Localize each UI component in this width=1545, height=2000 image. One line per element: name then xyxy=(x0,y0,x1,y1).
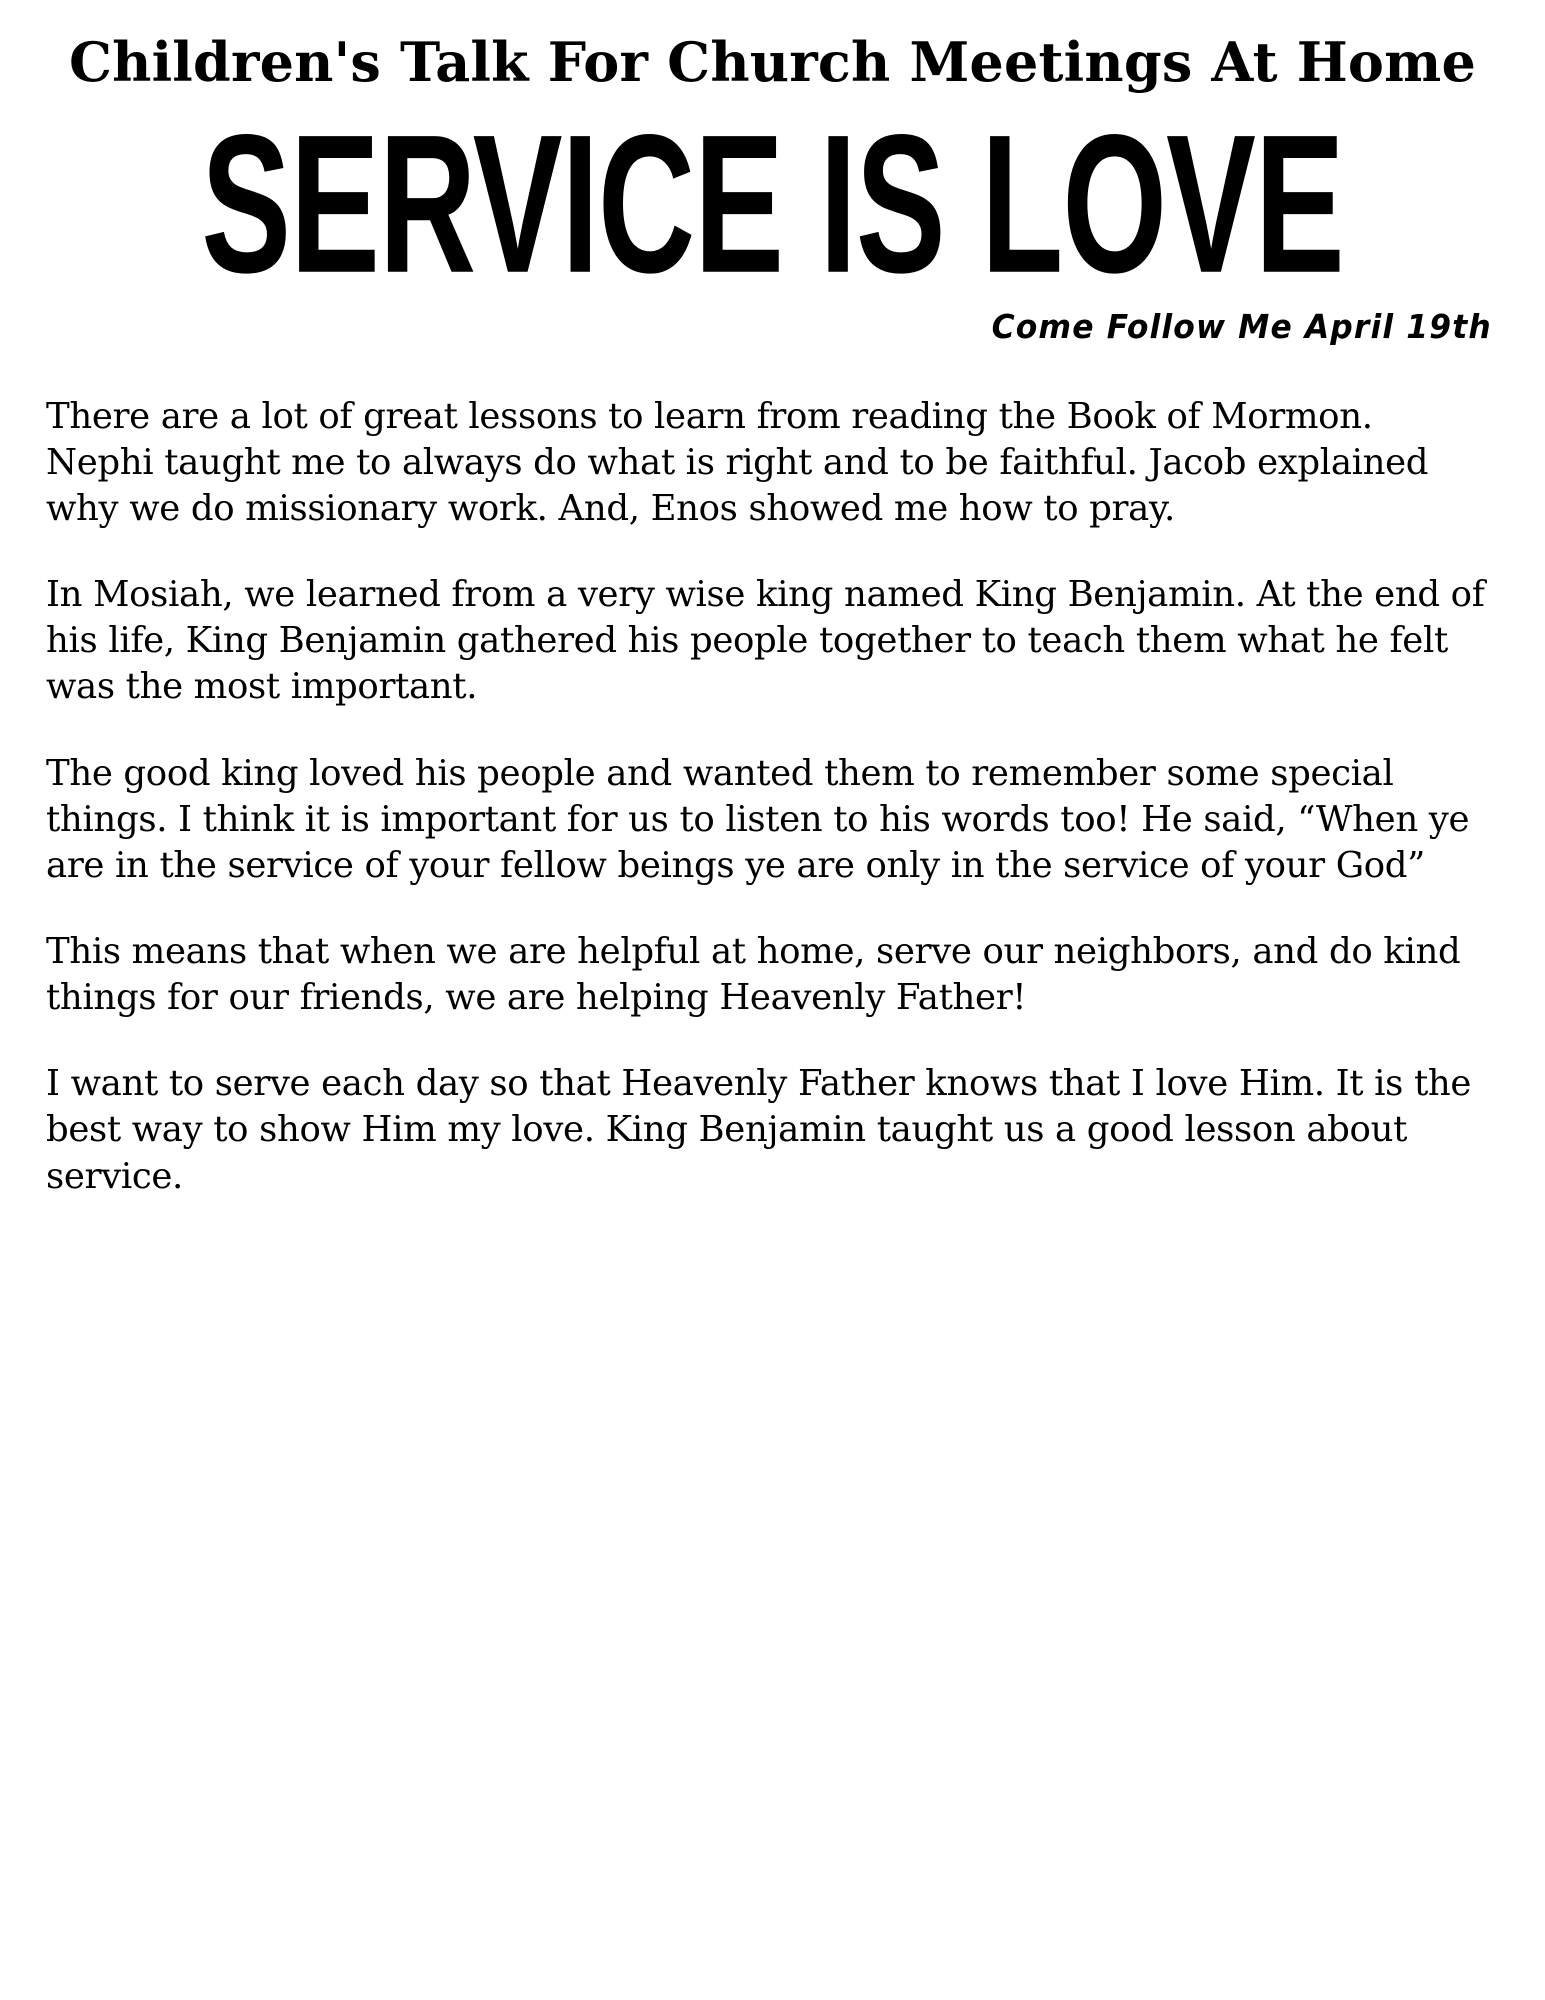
body-paragraph: There are a lot of great lessons to learn from reading the Book of Mormon. Nephi taught me to always do what is right and to be faithful. Jacob explained why we do missionary work. And, Enos showed me how to pray. xyxy=(46,395,1429,529)
document-kicker: Children's Talk For Church Meetings At Home xyxy=(68,30,1477,94)
document-subtitle-row xyxy=(77,307,1545,346)
document-subtitle: Come Follow Me April 19th xyxy=(991,306,1492,346)
body-paragraph: The good king loved his people and wanted them to remember some special things. I think it is important for us to listen to his words too! He said, “When ye are in the service of your fellow beings ye are only in the service of your God” xyxy=(46,752,1470,886)
body-paragraph: In Mosiah, we learned from a very wise king named King Benjamin. At the end of his life, King Benjamin gathered his people together to teach them what he felt was the most important. xyxy=(46,574,1485,708)
body-paragraph: I want to serve each day so that Heavenly Father knows that I love Him. It is the best way to show Him my love. King Benjamin taught us a good lesson about service. xyxy=(46,1063,1472,1197)
body-paragraph: This means that when we are helpful at home, serve our neighbors, and do kind things for our friends, we are helping Heavenly Father! xyxy=(46,930,1461,1019)
document-header xyxy=(0,0,1545,346)
page-title: SERVICE IS LOVE xyxy=(201,93,1344,314)
document-body xyxy=(46,394,1489,1200)
